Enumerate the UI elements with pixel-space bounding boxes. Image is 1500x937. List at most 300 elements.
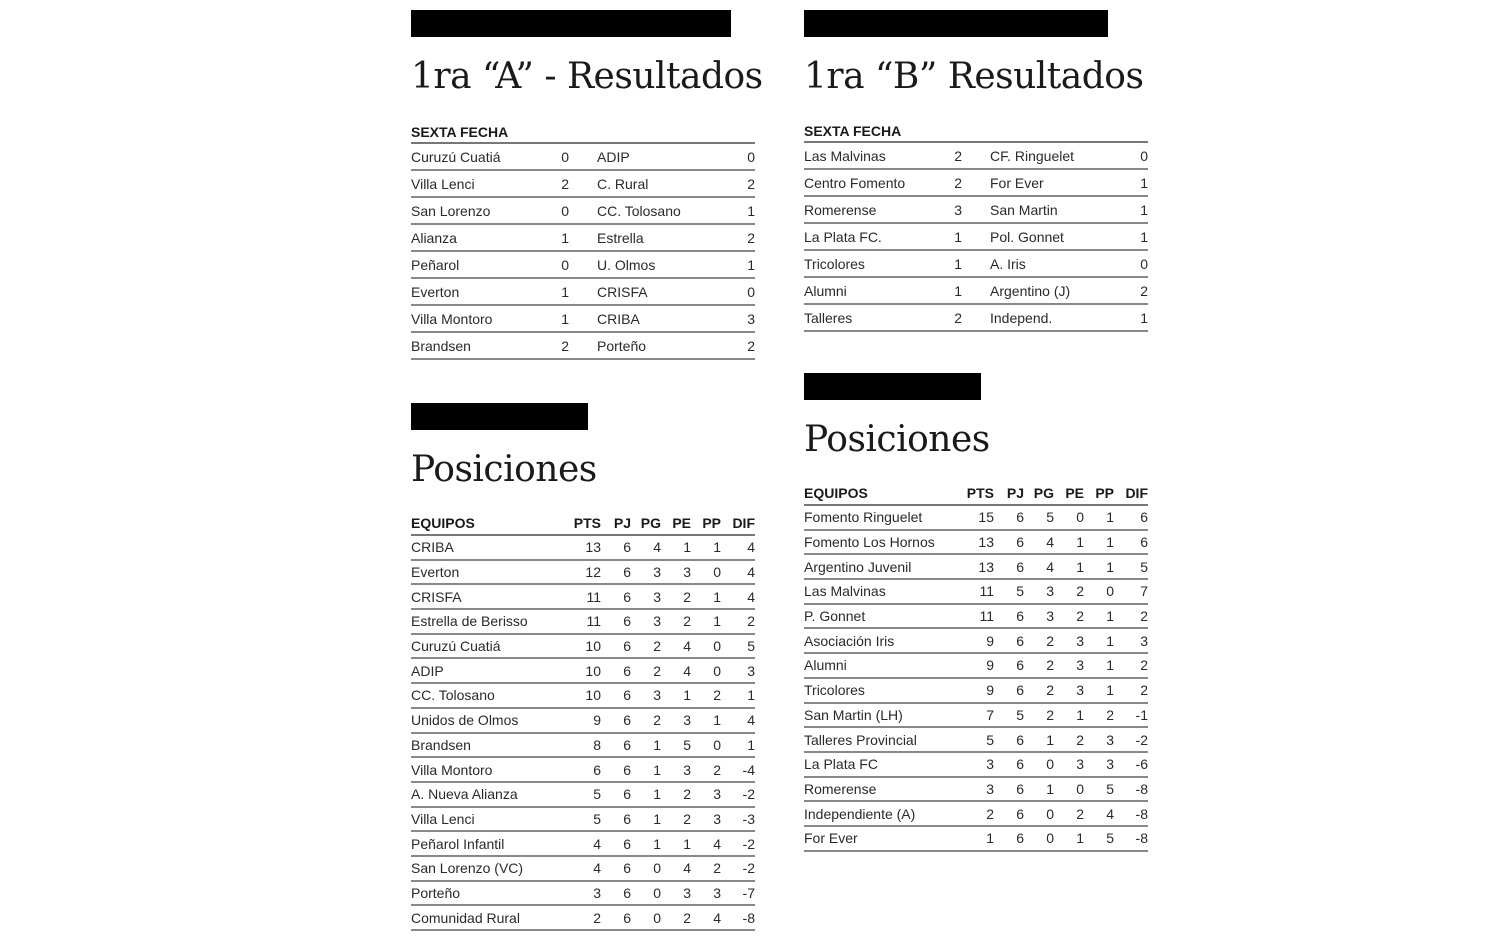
cell-dif: 1 xyxy=(747,736,755,753)
cell-pg: 1 xyxy=(653,736,661,753)
away-team: CF. Ringuelet xyxy=(990,147,1075,164)
cell-pe: 2 xyxy=(683,613,691,630)
cell-team: Curuzú Cuatiá xyxy=(411,638,501,655)
cell-team: Asociación Iris xyxy=(804,632,895,649)
cell-pts: 4 xyxy=(593,860,601,877)
cell-team: Brandsen xyxy=(411,736,471,753)
cell-pg: 2 xyxy=(1046,657,1054,674)
cell-pp: 4 xyxy=(713,835,721,852)
home-team: Brandsen xyxy=(411,337,471,354)
cell-pp: 1 xyxy=(1106,657,1114,674)
home-score: 1 xyxy=(954,228,962,245)
cell-pj: 6 xyxy=(1016,830,1024,847)
home-score: 1 xyxy=(561,229,569,246)
cell-pe: 1 xyxy=(1076,534,1084,551)
left-results-section xyxy=(411,10,763,360)
cell-pg: 2 xyxy=(1046,706,1054,723)
away-team: CC. Tolosano xyxy=(597,202,681,219)
standings-row xyxy=(411,906,755,931)
standings-row xyxy=(804,506,1148,531)
cell-pp: 3 xyxy=(1106,756,1114,773)
cell-pg: 2 xyxy=(1046,632,1054,649)
cell-team: CRISFA xyxy=(411,588,462,605)
cell-team: CC. Tolosano xyxy=(411,687,495,704)
col-header-pj: PJ xyxy=(1006,485,1024,501)
cell-pts: 9 xyxy=(986,632,994,649)
standings-title: Posiciones xyxy=(411,449,597,490)
away-score: 0 xyxy=(1140,147,1148,164)
cell-pg: 1 xyxy=(653,810,661,827)
cell-pe: 2 xyxy=(1076,805,1084,822)
cell-dif: -2 xyxy=(742,860,755,877)
away-score: 2 xyxy=(747,229,755,246)
results-title: 1ra “B” Resultados xyxy=(804,56,1144,97)
right-results-section xyxy=(804,10,1148,332)
cell-pg: 2 xyxy=(653,638,661,655)
cell-pp: 1 xyxy=(1106,534,1114,551)
cell-pp: 0 xyxy=(713,736,721,753)
away-score: 3 xyxy=(747,310,755,327)
cell-dif: 3 xyxy=(1140,632,1148,649)
match-row xyxy=(411,333,755,360)
cell-pj: 6 xyxy=(623,736,631,753)
standings-row xyxy=(411,882,755,907)
cell-pj: 6 xyxy=(1016,756,1024,773)
cell-dif: 6 xyxy=(1140,509,1148,526)
away-score: 1 xyxy=(1140,174,1148,191)
cell-pe: 2 xyxy=(683,786,691,803)
cell-pe: 1 xyxy=(683,539,691,556)
cell-pp: 3 xyxy=(713,810,721,827)
cell-pe: 3 xyxy=(683,564,691,581)
cell-pts: 2 xyxy=(593,909,601,926)
standings-row xyxy=(411,783,755,808)
cell-dif: 2 xyxy=(1140,608,1148,625)
cell-pg: 2 xyxy=(1046,682,1054,699)
cell-pj: 6 xyxy=(1016,632,1024,649)
cell-pg: 5 xyxy=(1046,509,1054,526)
cell-pts: 13 xyxy=(978,558,994,575)
standings-row xyxy=(804,728,1148,753)
cell-pts: 8 xyxy=(593,736,601,753)
left-standings-section xyxy=(411,403,755,931)
cell-pj: 6 xyxy=(623,761,631,778)
standings-row xyxy=(411,808,755,833)
cell-pts: 3 xyxy=(593,884,601,901)
cell-pts: 5 xyxy=(593,786,601,803)
away-team: Porteño xyxy=(597,337,647,354)
cell-pts: 11 xyxy=(586,613,601,630)
cell-pj: 6 xyxy=(623,909,631,926)
cell-pts: 1 xyxy=(986,830,994,847)
away-score: 0 xyxy=(747,283,755,300)
cell-pg: 2 xyxy=(653,662,661,679)
cell-pe: 3 xyxy=(1076,657,1084,674)
cell-pts: 13 xyxy=(978,534,994,551)
cell-dif: 5 xyxy=(747,638,755,655)
cell-pts: 11 xyxy=(586,588,601,605)
cell-team: Comunidad Rural xyxy=(411,909,520,926)
cell-pp: 2 xyxy=(1106,706,1114,723)
cell-pe: 3 xyxy=(1076,682,1084,699)
standings-row xyxy=(804,580,1148,605)
away-score: 0 xyxy=(747,148,755,165)
cell-pts: 3 xyxy=(986,780,994,797)
cell-team: Villa Montoro xyxy=(411,761,493,778)
home-score: 2 xyxy=(561,175,569,192)
cell-pp: 0 xyxy=(713,564,721,581)
col-header-pts: PTS xyxy=(573,515,601,531)
section-bar xyxy=(411,10,731,37)
cell-team: Peñarol Infantil xyxy=(411,835,505,852)
cell-pg: 3 xyxy=(1046,608,1054,625)
cell-pts: 3 xyxy=(986,756,994,773)
cell-team: A. Nueva Alianza xyxy=(411,786,518,803)
cell-pp: 1 xyxy=(1106,608,1114,625)
cell-pp: 0 xyxy=(713,662,721,679)
cell-pj: 6 xyxy=(623,687,631,704)
standings-row xyxy=(804,704,1148,729)
cell-pg: 4 xyxy=(1046,558,1054,575)
standings-row xyxy=(804,802,1148,827)
home-score: 2 xyxy=(954,309,962,326)
cell-team: Villa Lenci xyxy=(411,810,475,827)
cell-dif: 4 xyxy=(747,588,755,605)
cell-pj: 6 xyxy=(623,588,631,605)
standings-row xyxy=(804,827,1148,852)
cell-dif: 6 xyxy=(1140,534,1148,551)
standings-row xyxy=(411,635,755,660)
cell-pj: 6 xyxy=(623,539,631,556)
col-header-team: EQUIPOS xyxy=(411,515,475,531)
cell-pj: 6 xyxy=(1016,780,1024,797)
standings-row xyxy=(411,857,755,882)
cell-pp: 2 xyxy=(713,860,721,877)
match-row xyxy=(804,170,1148,197)
cell-pj: 6 xyxy=(623,835,631,852)
cell-pj: 6 xyxy=(1016,682,1024,699)
cell-pp: 2 xyxy=(713,761,721,778)
cell-pg: 3 xyxy=(653,564,661,581)
cell-dif: 2 xyxy=(1140,657,1148,674)
cell-dif: 1 xyxy=(747,687,755,704)
cell-pp: 1 xyxy=(713,712,721,729)
cell-dif: -1 xyxy=(1135,706,1148,723)
standings-row xyxy=(804,778,1148,803)
section-bar xyxy=(411,403,588,430)
cell-pe: 3 xyxy=(683,712,691,729)
standings-row xyxy=(804,679,1148,704)
col-header-pj: PJ xyxy=(613,515,631,531)
cell-pe: 5 xyxy=(683,736,691,753)
col-header-pe: PE xyxy=(672,515,691,531)
cell-pp: 5 xyxy=(1106,830,1114,847)
cell-pe: 2 xyxy=(683,588,691,605)
col-header-team: EQUIPOS xyxy=(804,485,868,501)
cell-pp: 4 xyxy=(1106,805,1114,822)
away-team: Independ. xyxy=(990,309,1053,326)
home-score: 0 xyxy=(561,256,569,273)
away-team: CRISFA xyxy=(597,283,648,300)
standings-row xyxy=(411,536,755,561)
cell-pp: 2 xyxy=(713,687,721,704)
cell-dif: -8 xyxy=(1135,805,1148,822)
cell-pj: 6 xyxy=(1016,534,1024,551)
cell-pp: 1 xyxy=(1106,682,1114,699)
cell-pj: 6 xyxy=(1016,657,1024,674)
cell-pts: 9 xyxy=(986,682,994,699)
cell-pg: 1 xyxy=(1046,780,1054,797)
cell-pp: 4 xyxy=(713,909,721,926)
cell-pg: 3 xyxy=(653,687,661,704)
results-title: 1ra “A” - Resultados xyxy=(411,56,763,97)
cell-pts: 10 xyxy=(585,687,601,704)
cell-team: La Plata FC xyxy=(804,756,878,773)
cell-team: San Lorenzo (VC) xyxy=(411,860,524,877)
home-team: Centro Fomento xyxy=(804,174,906,191)
cell-team: Fomento Ringuelet xyxy=(804,509,923,526)
home-team: La Plata FC. xyxy=(804,228,882,245)
home-score: 1 xyxy=(954,255,962,272)
cell-team: Unidos de Olmos xyxy=(411,712,519,729)
cell-pj: 6 xyxy=(623,613,631,630)
cell-pe: 4 xyxy=(683,638,691,655)
home-score: 1 xyxy=(954,282,962,299)
cell-pg: 0 xyxy=(653,860,661,877)
cell-dif: 5 xyxy=(1140,558,1148,575)
cell-pj: 6 xyxy=(1016,805,1024,822)
cell-pg: 1 xyxy=(1046,731,1054,748)
cell-pj: 6 xyxy=(623,564,631,581)
away-team: C. Rural xyxy=(597,175,649,192)
cell-pe: 4 xyxy=(683,662,691,679)
away-score: 1 xyxy=(1140,201,1148,218)
cell-pts: 10 xyxy=(585,662,601,679)
cell-dif: -6 xyxy=(1135,756,1148,773)
home-team: Romerense xyxy=(804,201,877,218)
cell-pp: 1 xyxy=(713,613,721,630)
home-team: Villa Lenci xyxy=(411,175,475,192)
cell-pg: 1 xyxy=(653,761,661,778)
away-score: 1 xyxy=(1140,309,1148,326)
cell-dif: -3 xyxy=(742,810,755,827)
away-team: ADIP xyxy=(597,148,630,165)
cell-team: Talleres Provincial xyxy=(804,731,917,748)
cell-pe: 2 xyxy=(683,909,691,926)
cell-pe: 4 xyxy=(683,860,691,877)
section-bar xyxy=(804,10,1108,37)
home-score: 3 xyxy=(954,201,962,218)
cell-pj: 5 xyxy=(1016,583,1024,600)
away-score: 1 xyxy=(747,202,755,219)
home-score: 2 xyxy=(954,174,962,191)
home-score: 2 xyxy=(561,337,569,354)
standings-row xyxy=(411,561,755,586)
cell-pts: 4 xyxy=(593,835,601,852)
standings-row xyxy=(411,758,755,783)
standings-row xyxy=(411,684,755,709)
col-header-pg: PG xyxy=(1033,485,1054,501)
cell-pts: 11 xyxy=(979,608,994,625)
cell-team: Fomento Los Hornos xyxy=(804,534,935,551)
cell-pg: 4 xyxy=(653,539,661,556)
cell-pj: 6 xyxy=(1016,558,1024,575)
cell-dif: -8 xyxy=(742,909,755,926)
results-subhead: SEXTA FECHA xyxy=(804,122,1148,143)
match-row xyxy=(411,144,755,171)
cell-pts: 9 xyxy=(986,657,994,674)
away-team: Argentino (J) xyxy=(990,282,1071,299)
home-team: Curuzú Cuatiá xyxy=(411,148,501,165)
standings-row xyxy=(804,555,1148,580)
cell-pg: 0 xyxy=(1046,805,1054,822)
cell-pj: 6 xyxy=(623,810,631,827)
cell-pg: 3 xyxy=(653,613,661,630)
cell-pe: 0 xyxy=(1076,509,1084,526)
standings-row xyxy=(804,753,1148,778)
cell-pts: 12 xyxy=(585,564,601,581)
cell-pp: 3 xyxy=(713,884,721,901)
col-header-pp: PP xyxy=(702,515,721,531)
match-list xyxy=(411,144,755,360)
cell-dif: 3 xyxy=(747,662,755,679)
cell-dif: -8 xyxy=(1135,830,1148,847)
standings-row xyxy=(411,610,755,635)
cell-pg: 1 xyxy=(653,835,661,852)
cell-pg: 0 xyxy=(653,884,661,901)
col-header-pts: PTS xyxy=(966,485,994,501)
away-score: 2 xyxy=(1140,282,1148,299)
standings-row xyxy=(411,585,755,610)
cell-pj: 6 xyxy=(623,884,631,901)
cell-pj: 6 xyxy=(623,638,631,655)
cell-pe: 1 xyxy=(1076,558,1084,575)
away-team: Estrella xyxy=(597,229,644,246)
cell-dif: -4 xyxy=(742,761,755,778)
cell-pg: 4 xyxy=(1046,534,1054,551)
cell-pts: 9 xyxy=(593,712,601,729)
home-team: Tricolores xyxy=(804,255,865,272)
cell-team: San Martin (LH) xyxy=(804,706,903,723)
cell-pts: 5 xyxy=(593,810,601,827)
cell-pp: 3 xyxy=(713,786,721,803)
away-team: Pol. Gonnet xyxy=(990,228,1064,245)
cell-pp: 5 xyxy=(1106,780,1114,797)
cell-pts: 5 xyxy=(986,731,994,748)
cell-dif: 2 xyxy=(747,613,755,630)
cell-pp: 1 xyxy=(713,539,721,556)
standings-table xyxy=(411,536,755,931)
home-score: 1 xyxy=(561,310,569,327)
cell-team: Argentino Juvenil xyxy=(804,558,912,575)
standings-table xyxy=(804,506,1148,852)
match-row xyxy=(804,224,1148,251)
cell-pj: 6 xyxy=(1016,509,1024,526)
away-score: 1 xyxy=(1140,228,1148,245)
cell-pe: 0 xyxy=(1076,780,1084,797)
cell-pts: 15 xyxy=(978,509,994,526)
match-row xyxy=(411,198,755,225)
match-list xyxy=(804,143,1148,332)
cell-pp: 1 xyxy=(1106,632,1114,649)
cell-team: Everton xyxy=(411,564,460,581)
home-team: San Lorenzo xyxy=(411,202,491,219)
cell-pe: 1 xyxy=(683,687,691,704)
standings-row xyxy=(804,531,1148,556)
section-bar xyxy=(804,373,981,400)
cell-pe: 1 xyxy=(1076,830,1084,847)
standings-row xyxy=(411,709,755,734)
cell-team: Tricolores xyxy=(804,682,865,699)
match-row xyxy=(411,225,755,252)
cell-pj: 6 xyxy=(623,786,631,803)
away-team: A. Iris xyxy=(990,255,1026,272)
home-team: Everton xyxy=(411,283,460,300)
standings-header xyxy=(411,512,755,536)
away-team: U. Olmos xyxy=(597,256,656,273)
col-header-dif: DIF xyxy=(732,515,755,531)
match-row xyxy=(411,252,755,279)
results-subhead: SEXTA FECHA xyxy=(411,123,755,144)
match-row xyxy=(411,171,755,198)
home-score: 1 xyxy=(561,283,569,300)
away-team: CRIBA xyxy=(597,310,640,327)
match-row xyxy=(804,197,1148,224)
right-standings-section xyxy=(804,373,1148,852)
cell-team: P. Gonnet xyxy=(804,608,866,625)
cell-pj: 6 xyxy=(1016,731,1024,748)
standings-header xyxy=(804,482,1148,506)
cell-pg: 0 xyxy=(1046,756,1054,773)
cell-dif: -2 xyxy=(742,835,755,852)
home-team: Villa Montoro xyxy=(411,310,493,327)
home-score: 0 xyxy=(561,148,569,165)
cell-dif: -8 xyxy=(1135,780,1148,797)
match-row xyxy=(411,306,755,333)
cell-team: CRIBA xyxy=(411,539,454,556)
match-row xyxy=(804,305,1148,332)
cell-pe: 2 xyxy=(1076,583,1084,600)
cell-pts: 2 xyxy=(986,805,994,822)
away-team: For Ever xyxy=(990,174,1044,191)
cell-team: For Ever xyxy=(804,830,858,847)
cell-pts: 7 xyxy=(986,706,994,723)
away-score: 2 xyxy=(747,175,755,192)
col-header-pp: PP xyxy=(1095,485,1114,501)
home-score: 0 xyxy=(561,202,569,219)
cell-pts: 11 xyxy=(979,583,994,600)
cell-pj: 6 xyxy=(623,662,631,679)
cell-pts: 13 xyxy=(585,539,601,556)
home-team: Las Malvinas xyxy=(804,147,886,164)
standings-row xyxy=(411,734,755,759)
cell-pg: 2 xyxy=(653,712,661,729)
cell-pe: 1 xyxy=(683,835,691,852)
cell-pp: 0 xyxy=(713,638,721,655)
cell-pe: 2 xyxy=(683,810,691,827)
cell-pg: 1 xyxy=(653,786,661,803)
standings-row xyxy=(411,832,755,857)
col-header-dif: DIF xyxy=(1125,485,1148,501)
col-header-pg: PG xyxy=(640,515,661,531)
cell-pe: 1 xyxy=(1076,706,1084,723)
cell-pj: 6 xyxy=(623,712,631,729)
match-row xyxy=(411,279,755,306)
match-row xyxy=(804,251,1148,278)
away-score: 2 xyxy=(747,337,755,354)
cell-dif: 4 xyxy=(747,564,755,581)
cell-dif: 2 xyxy=(1140,682,1148,699)
